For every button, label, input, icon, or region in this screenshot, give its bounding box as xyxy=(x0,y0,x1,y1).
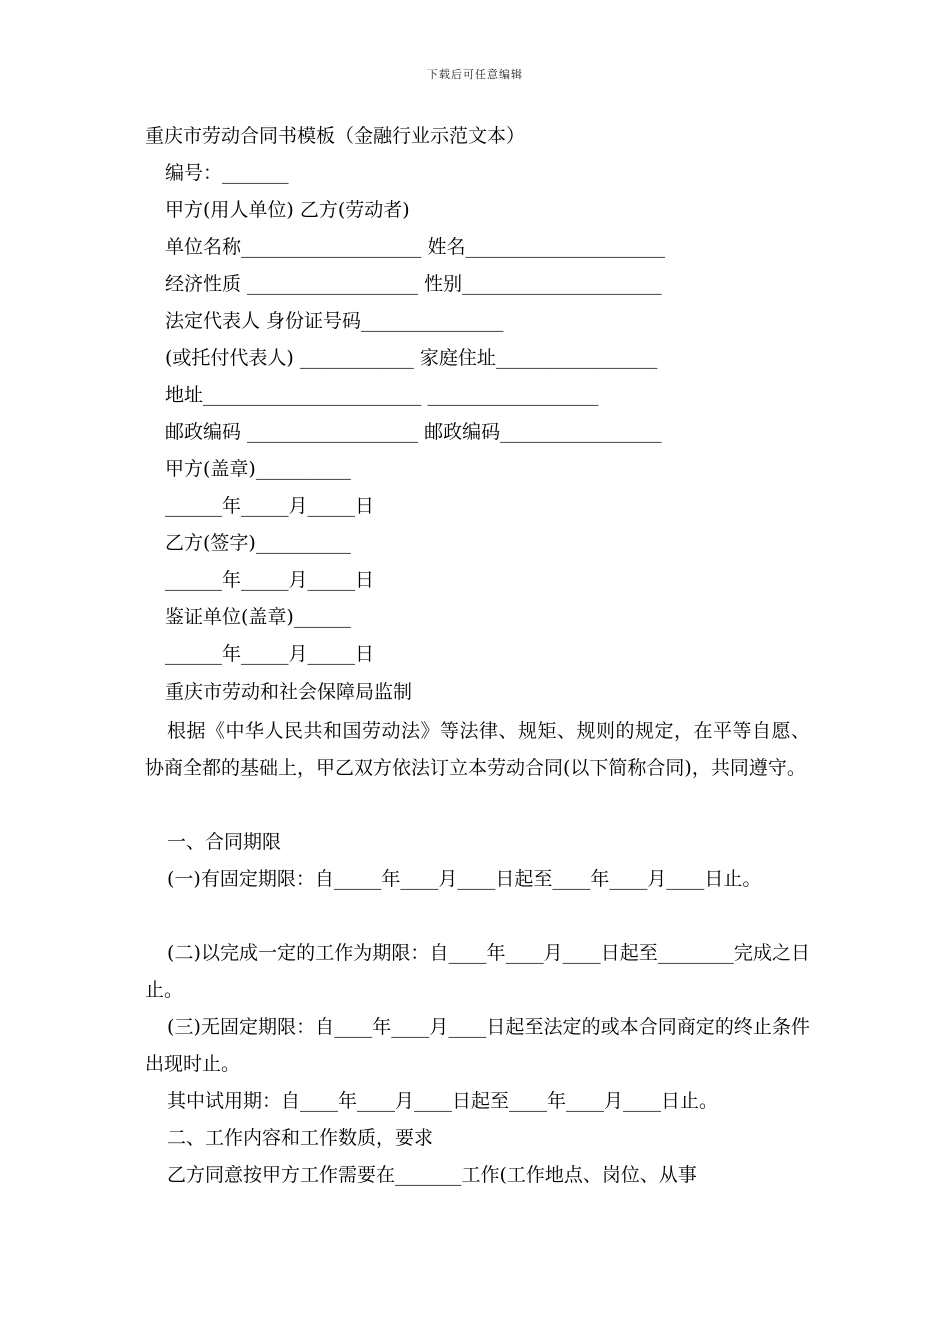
unit-name-line: 单位名称___________________ 姓名_____________________ xyxy=(165,236,666,258)
page-header: 下载后可任意编辑 xyxy=(427,68,523,81)
fixed-term-paragraph: (一)有固定期限：自_____年____月____日起至____年____月____日止。 xyxy=(167,868,762,890)
supervisor-line: 重庆市劳动和社会保障局监制 xyxy=(165,681,413,703)
contract-number-line: 编号：_______ xyxy=(165,162,289,184)
document-title: 重庆市劳动合同书模板（金融行业示范文本） xyxy=(145,125,526,147)
open-term-paragraph: (三)无固定期限：自____年____月____日起至法定的或本合同商定的终止条件出现时止。 xyxy=(145,1016,810,1075)
probation-paragraph: 其中试用期：自____年____月____日起至____年____月____日止。 xyxy=(167,1090,719,1112)
parties-heading: 甲方(用人单位) 乙方(劳动者) xyxy=(165,199,410,221)
section-1-heading: 一、合同期限 xyxy=(167,831,282,853)
task-term-paragraph: (二)以完成一定的工作为期限：自____年____月____日起至________完成之日止。 xyxy=(145,942,810,1001)
work-location-paragraph: 乙方同意按甲方工作需要在_______工作(工作地点、岗位、从事 xyxy=(167,1164,697,1186)
party-a-seal-line: 甲方(盖章)__________ xyxy=(165,458,351,480)
address-line: 地址_______________________ __________________ xyxy=(165,384,599,406)
postal-code-line: 邮政编码 __________________ 邮政编码_________________ xyxy=(165,421,662,443)
economic-nature-line: 经济性质 __________________ 性别_____________________ xyxy=(165,273,662,295)
preamble-paragraph: 根据《中华人民共和国劳动法》等法律、规矩、规则的规定，在平等自愿、协商全都的基础上，甲乙双方依法订立本劳动合同(以下简称合同)，共同遵守。 xyxy=(145,720,810,779)
witness-date-line: ______年_____月_____日 xyxy=(165,643,375,665)
legal-rep-line: 法定代表人 身份证号码_______________ xyxy=(165,310,504,332)
party-b-date-line: ______年_____月_____日 xyxy=(165,569,375,591)
section-2-heading: 二、工作内容和工作数质，要求 xyxy=(167,1127,434,1149)
party-a-date-line: ______年_____月_____日 xyxy=(165,495,375,517)
party-b-sign-line: 乙方(签字)__________ xyxy=(165,532,351,554)
witness-seal-line: 鉴证单位(盖章)______ xyxy=(165,606,351,628)
agent-address-line: (或托付代表人) ____________ 家庭住址_________________ xyxy=(165,347,658,369)
